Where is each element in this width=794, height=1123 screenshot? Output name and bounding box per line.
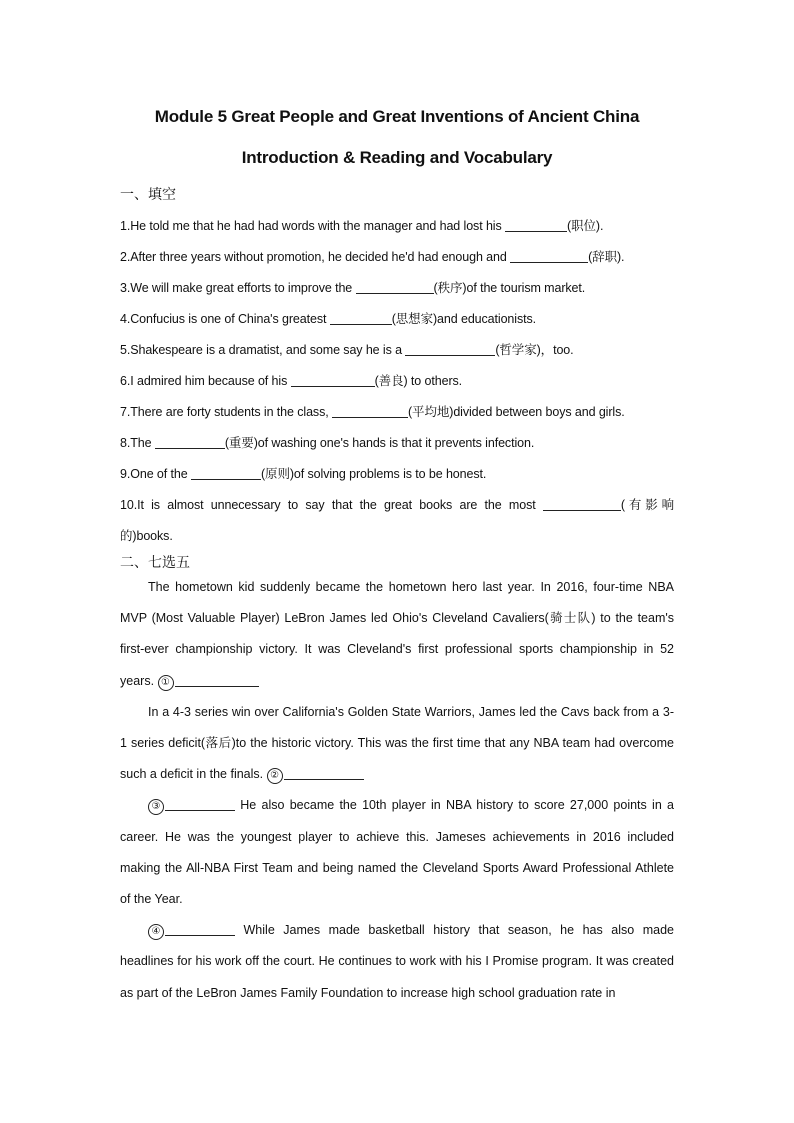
- document-page: [120, 103, 674, 1009]
- reading-passage: [120, 572, 674, 1009]
- question-2: 2.After three years without promotion, he decided he'd had enough and (辞职).: [120, 250, 625, 264]
- marker-1: ①: [158, 675, 174, 691]
- section-2-heading: 二、七选五: [120, 554, 190, 570]
- passage-paragraph-3: ③ He also became the 10th player in NBA history to score 27,000 points in a career. He was the youngest player to achieve this. Jameses achievements in 2016 included making the All-NBA First Team and being named the Cleveland Sports Award Professional Athlete of the Year.: [120, 798, 674, 907]
- answer-blank[interactable]: [155, 434, 225, 449]
- answer-blank[interactable]: [405, 341, 495, 356]
- marker-2: ②: [267, 768, 283, 784]
- question-9: 9.One of the (原则)of solving problems is to be honest.: [120, 467, 487, 481]
- question-5: 5.Shakespeare is a dramatist, and some say he is a (哲学家)，too.: [120, 343, 574, 357]
- question-3: 3.We will make great efforts to improve the (秩序)of the tourism market.: [120, 281, 586, 295]
- title-line-2: Introduction & Reading and Vocabulary: [241, 148, 553, 167]
- passage-paragraph-4: ④ While James made basketball history that season, he has also made headlines for his work off the court. He continues to work with his I Promise program. It was created as part of the LeBron James Family Foundation to increase high school graduation rate in: [120, 923, 674, 1000]
- question-8: 8.The (重要)of washing one's hands is that it prevents infection.: [120, 436, 535, 450]
- answer-blank[interactable]: [356, 279, 434, 294]
- marker-3: ③: [148, 799, 164, 815]
- answer-blank-4[interactable]: [165, 921, 235, 936]
- answer-blank[interactable]: [505, 217, 567, 232]
- answer-blank[interactable]: [330, 310, 392, 325]
- answer-blank[interactable]: [332, 403, 408, 418]
- passage-paragraph-2: In a 4-3 series win over California's Golden State Warriors, James led the Cavs back from a 3-1 series deficit(落后)to the historic victory. This was the first time that any NBA team had overcome such a deficit in the finals. ②: [120, 697, 674, 791]
- question-10-continued: 的)books.: [120, 529, 173, 543]
- marker-4: ④: [148, 924, 164, 940]
- question-1: 1.He told me that he had had words with the manager and had lost his (职位).: [120, 219, 604, 233]
- answer-blank[interactable]: [191, 465, 261, 480]
- answer-blank-1[interactable]: [175, 672, 259, 687]
- fill-in-questions: [120, 211, 674, 552]
- section-1-heading: 一、填空: [120, 186, 176, 202]
- question-6: 6.I admired him because of his (善良) to others.: [120, 374, 463, 388]
- question-4: 4.Confucius is one of China's greatest (思想家)and educationists.: [120, 312, 537, 326]
- title-line-1: Module 5 Great People and Great Inventions of Ancient China: [154, 107, 640, 126]
- question-10: 10.It is almost unnecessary to say that the great books are the most (有影响: [120, 498, 674, 512]
- question-7: 7.There are forty students in the class, (平均地)divided between boys and girls.: [120, 405, 625, 419]
- answer-blank[interactable]: [510, 248, 588, 263]
- answer-blank[interactable]: [291, 372, 375, 387]
- passage-paragraph-1: The hometown kid suddenly became the hometown hero last year. In 2016, four-time NBA MVP (Most Valuable Player) LeBron James led Ohio's Cleveland Cavaliers(骑士队) to the team's first-ever championship victory. It was Cleveland's first professional sports championship in 52 years. ①: [120, 572, 674, 697]
- answer-blank-3[interactable]: [165, 796, 235, 811]
- answer-blank-2[interactable]: [284, 765, 364, 780]
- answer-blank[interactable]: [543, 496, 621, 511]
